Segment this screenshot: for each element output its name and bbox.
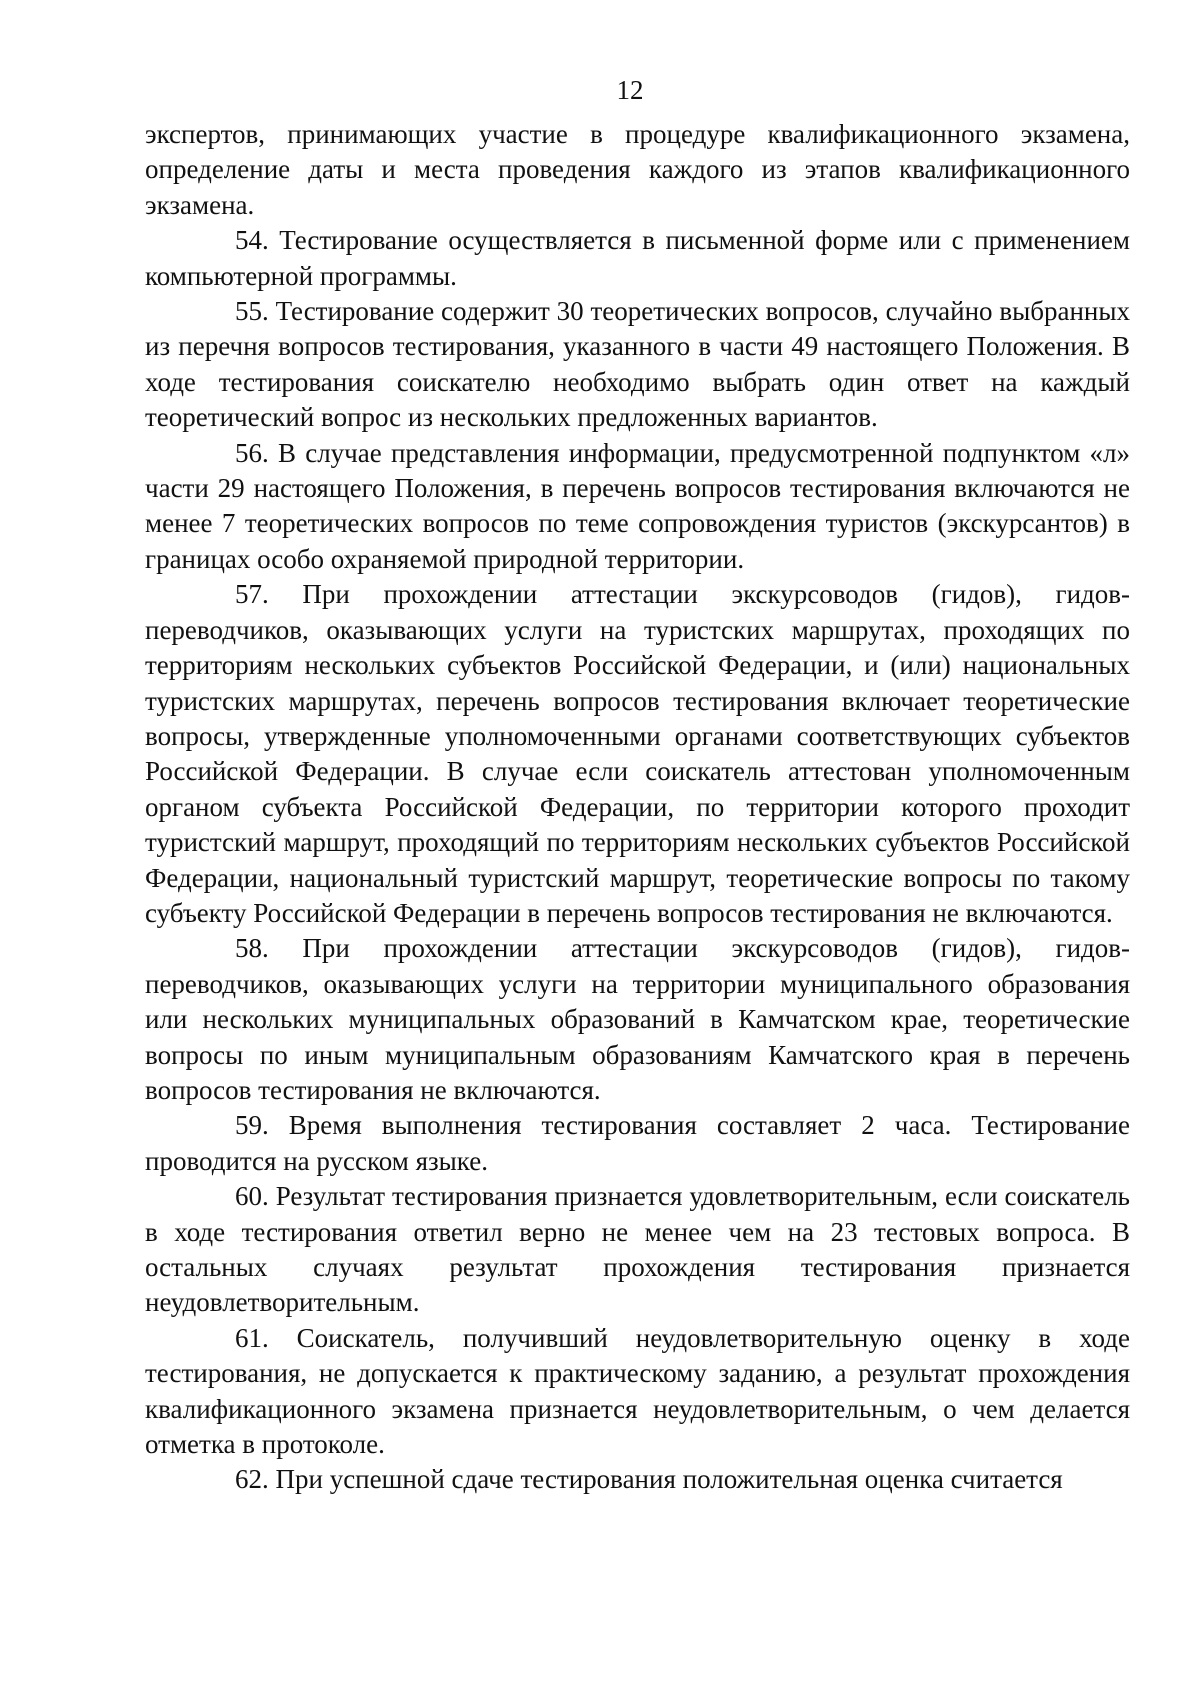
- paragraph-58: 58. При прохождении аттестации экскурсоводов (гидов), гидов-переводчиков, оказывающих услуги на территории муниципального образования или нескольких муниципальных образований в Камчатском крае, теоретические вопросы по иным муниципальным образованиям Камчатского края в перечень вопросов тестирования не включаются.: [145, 933, 1130, 1105]
- paragraph-57: 57. При прохождении аттестации экскурсоводов (гидов), гидов-переводчиков, оказывающих услуги на туристских маршрутах, проходящих по территориям нескольких субъектов Российской Федерации, и (или) национальных туристских маршрутах, перечень вопросов тестирования включает теоретические вопросы, утвержденные уполномоченными органами соответствующих субъектов Российской Федерации. В случае если соискатель аттестован уполномоченным органом субъекта Российской Федерации, по территории которого проходит туристский маршрут, проходящий по территориям нескольких субъектов Российской Федерации, национальный туристский маршрут, теоретические вопросы по такому субъекту Российской Федерации в перечень вопросов тестирования не включаются.: [145, 579, 1130, 928]
- paragraph-continuation: экспертов, принимающих участие в процедуре квалификационного экзамена, определение даты и места проведения каждого из этапов квалификационного экзамена.: [145, 119, 1130, 220]
- paragraph-55: 55. Тестирование содержит 30 теоретических вопросов, случайно выбранных из перечня вопросов тестирования, указанного в части 49 настоящего Положения. В ходе тестирования соискателю необходимо выбрать один ответ на каждый теоретический вопрос из нескольких предложенных вариантов.: [145, 296, 1130, 433]
- document-body: [145, 117, 1130, 1498]
- paragraph-59: 59. Время выполнения тестирования составляет 2 часа. Тестирование проводится на русском языке.: [145, 1110, 1130, 1176]
- paragraph-60: 60. Результат тестирования признается удовлетворительным, если соискатель в ходе тестирования ответил верно не менее чем на 23 тестовых вопроса. В остальных случаях результат прохождения тестирования признается неудовлетворительным.: [145, 1181, 1130, 1318]
- page-number: 12: [616, 75, 644, 105]
- paragraph-62: 62. При успешной сдаче тестирования положительная оценка считается: [235, 1464, 1063, 1495]
- paragraph-56: 56. В случае представления информации, предусмотренной подпунктом «л» части 29 настоящего Положения, в перечень вопросов тестирования включаются не менее 7 теоретических вопросов по теме сопровождения туристов (экскурсантов) в границах особо охраняемой природной территории.: [145, 437, 1130, 574]
- paragraph-61: 61. Соискатель, получивший неудовлетворительную оценку в ходе тестирования, не допускается к практическому заданию, а результат прохождения квалификационного экзамена признается неудовлетворительным, о чем делается отметка в протоколе.: [145, 1322, 1130, 1460]
- paragraph-54: 54. Тестирование осуществляется в письменной форме или с применением компьютерной программы.: [145, 225, 1130, 291]
